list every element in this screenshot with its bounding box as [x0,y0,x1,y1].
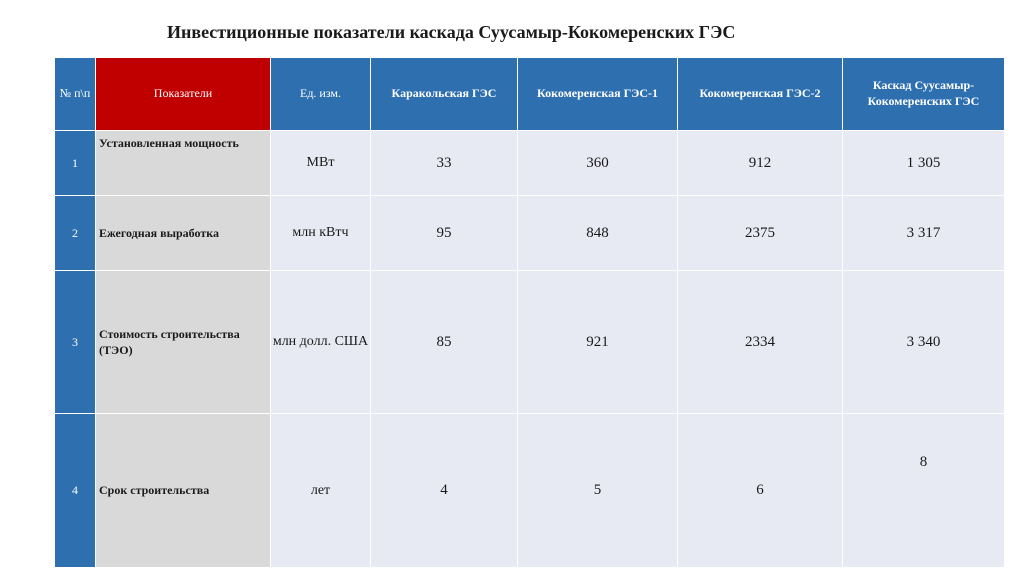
table-row [55,196,1005,271]
cell-cascade: 3 340 [843,271,1005,414]
cell-kokomeren-1: 360 [518,131,678,196]
cell-kokomeren-2: 2375 [678,196,843,271]
header-kokomeren-2: Кокомеренская ГЭС-2 [678,58,843,131]
header-param: Показатели [96,58,271,131]
header-karakol: Каракольская ГЭС [371,58,518,131]
header-num: № п\п [55,58,96,131]
row-param: Установленная мощность [96,131,271,196]
cell-karakol: 85 [371,271,518,414]
cell-kokomeren-2: 912 [678,131,843,196]
row-param: Срок строительства [96,414,271,568]
row-num: 2 [55,196,96,271]
cell-kokomeren-1: 5 [518,414,678,568]
header-row [55,58,1005,131]
cell-karakol: 95 [371,196,518,271]
header-kokomeren-1: Кокомеренская ГЭС-1 [518,58,678,131]
table-row [55,131,1005,196]
table-row [55,271,1005,414]
row-num: 1 [55,131,96,196]
cell-kokomeren-2: 6 [678,414,843,568]
row-units: МВт [271,131,371,196]
page-title: Инвестиционные показатели каскада Суусамыр-Кокомеренских ГЭС [167,22,736,42]
header-units: Ед. изм. [271,58,371,131]
cell-cascade: 1 305 [843,131,1005,196]
row-units: лет [271,414,371,568]
row-num: 4 [55,414,96,568]
row-param: Стоимость строительства (ТЭО) [96,271,271,414]
cell-cascade: 8 [843,414,1005,568]
row-units: млн долл. США [271,271,371,414]
cell-karakol: 33 [371,131,518,196]
cell-kokomeren-2: 2334 [678,271,843,414]
header-cascade: Каскад Суусамыр-Кокомеренских ГЭС [843,58,1005,131]
cell-kokomeren-1: 921 [518,271,678,414]
investment-table [54,57,1005,568]
row-units: млн кВтч [271,196,371,271]
row-num: 3 [55,271,96,414]
cell-kokomeren-1: 848 [518,196,678,271]
cell-karakol: 4 [371,414,518,568]
table-row [55,414,1005,568]
cell-cascade: 3 317 [843,196,1005,271]
row-param: Ежегодная выработка [96,196,271,271]
